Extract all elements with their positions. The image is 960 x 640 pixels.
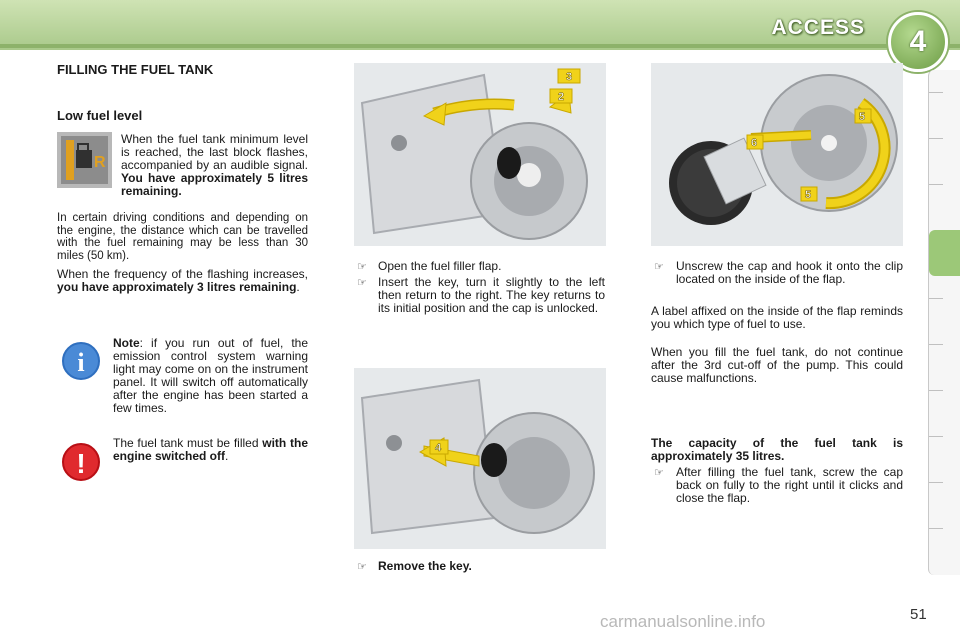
bullet-icon: ☞: [654, 261, 664, 273]
chapter-side-tabs: [928, 70, 960, 575]
note-text: Note: if you run out of fuel, the emission control system warning light may come on on the instrument panel. It will switch off automatically after the engine has been started a few times.: [113, 336, 308, 415]
photo-remove-key: [354, 368, 606, 549]
pump-cutoff-para: When you fill the fuel tank, do not continue after the 3rd cut-off of the pump. This could cause malfunctions.: [651, 345, 903, 385]
svg-text:!: !: [76, 448, 86, 479]
low-fuel-para3: When the frequency of the flashing increases, you have approximately 3 litres remaining.: [57, 267, 308, 294]
step-open-flap: Open the fuel filler flap.: [378, 259, 502, 273]
low-fuel-title: Low fuel level: [57, 108, 143, 123]
fuel-label-para: A label affixed on the inside of the flap reminds you which type of fuel to use.: [651, 304, 903, 331]
photo3-label-6: 6: [751, 137, 758, 149]
low-fuel-para1: When the fuel tank minimum level is reached, the last block flashes, accompanied by an audible signal. You have approximately 5 litres remaining.: [121, 132, 308, 198]
low-fuel-remaining: You have approximately 5 litres remaining.: [121, 171, 308, 198]
bullet-icon: ☞: [357, 561, 367, 573]
bullet-icon: ☞: [357, 261, 367, 273]
fuel-gauge-icon: [57, 132, 112, 188]
photo-unscrew-cap: [651, 63, 903, 246]
section-title: FILLING THE FUEL TANK: [57, 62, 214, 77]
photo3-label-5-top: 5: [859, 111, 866, 123]
photo-open-flap: [354, 63, 606, 246]
photo1-label-2: 2: [558, 91, 565, 103]
svg-text:R: R: [94, 154, 106, 171]
fuel-capacity: The capacity of the fuel tank is approximately 35 litres.: [651, 436, 903, 463]
bullet-icon: ☞: [357, 277, 367, 289]
warning-text: The fuel tank must be filled with the engine switched off.: [113, 436, 308, 463]
header-divider: [0, 44, 960, 48]
photo2-label-4: 4: [435, 442, 442, 454]
low-fuel-para2: In certain driving conditions and depending on the engine, the distance which can be travelled with the fuel remaining may be less than 30 miles (50 km).: [57, 212, 308, 262]
step-insert-key: Insert the key, turn it slightly to the left then return to the right. The key returns to its initial position and the cap is unlocked.: [378, 275, 605, 315]
chapter-title: ACCESS: [771, 16, 865, 39]
watermark-text: carmanualsonline.info: [600, 612, 766, 631]
info-icon: [60, 340, 102, 382]
photo1-label-3: 3: [566, 71, 573, 83]
svg-text:i: i: [77, 348, 85, 377]
warning-icon: [60, 441, 102, 483]
bullet-icon: ☞: [654, 467, 664, 479]
step-unscrew-cap: Unscrew the cap and hook it onto the clip located on the inside of the flap.: [676, 259, 903, 286]
photo3-label-5-bottom: 5: [805, 189, 812, 201]
step-remove-key: Remove the key.: [378, 559, 472, 573]
page-number: 51: [910, 606, 927, 623]
chapter-number-badge: 4: [888, 12, 948, 72]
step-screw-cap: After filling the fuel tank, screw the cap back on fully to the right until it clicks and close the flap.: [676, 465, 903, 505]
active-chapter-tab[interactable]: [929, 230, 960, 276]
